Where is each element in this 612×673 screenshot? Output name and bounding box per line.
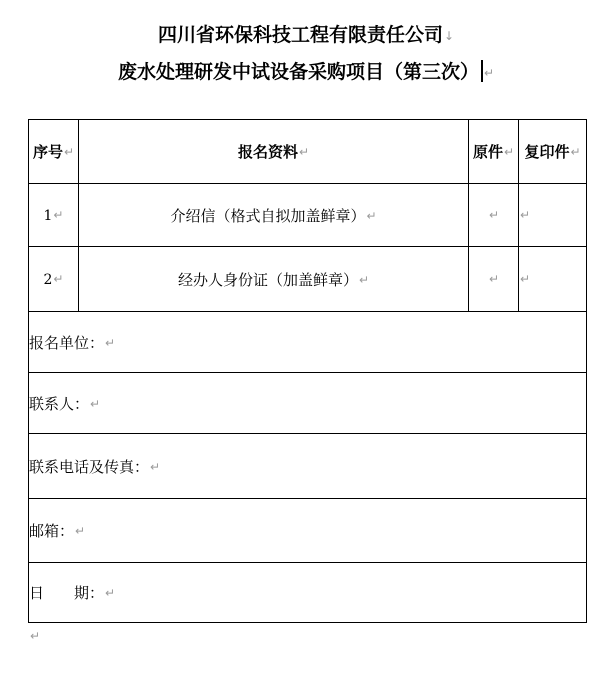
info-cell-date[interactable]	[29, 563, 587, 623]
document-title	[0, 0, 612, 91]
row-copy-cell[interactable]	[519, 247, 587, 312]
header-copy-label: 复印件	[524, 143, 570, 161]
row-no-cell[interactable]	[29, 247, 79, 312]
info-cell-contact[interactable]	[29, 373, 587, 434]
row-material-text: 介绍信（格式自拟加盖鲜章）	[170, 206, 366, 225]
row-no-cell[interactable]	[29, 184, 79, 247]
header-no-label: 序号	[32, 143, 63, 161]
cell-end-mark: ↵	[298, 145, 310, 159]
header-cell-copy[interactable]	[519, 120, 587, 184]
title-line-2-text: 废水处理研发中试设备采购项目（第三次）	[117, 61, 479, 83]
info-cell-unit[interactable]	[29, 312, 587, 373]
text-cursor	[481, 60, 483, 82]
cell-end-mark: ↵	[520, 208, 531, 222]
row-material-text: 经办人身份证（加盖鲜章）	[177, 270, 358, 289]
cell-end-mark: ↵	[90, 396, 101, 411]
title-line-1[interactable]	[0, 17, 612, 54]
header-cell-material[interactable]	[79, 120, 469, 184]
cell-end-mark: ↵	[150, 459, 161, 474]
info-row	[29, 434, 587, 499]
title-line-2[interactable]	[0, 54, 612, 91]
info-row	[29, 373, 587, 434]
header-cell-original[interactable]	[469, 120, 519, 184]
signup-materials-table	[28, 119, 587, 623]
cell-end-mark: ↵	[503, 145, 515, 159]
info-label: 日 期：	[29, 584, 105, 602]
table-row	[29, 247, 587, 312]
table-row	[29, 184, 587, 247]
cell-end-mark: ↵	[570, 145, 581, 159]
cell-end-mark: ↵	[358, 272, 370, 287]
cell-end-mark: ↵	[105, 586, 116, 600]
info-row	[29, 312, 587, 373]
row-original-cell[interactable]	[469, 184, 519, 247]
row-original-cell[interactable]	[469, 247, 519, 312]
header-original-label: 原件	[472, 143, 503, 161]
row-material-cell[interactable]	[79, 247, 469, 312]
row-material-cell[interactable]	[79, 184, 469, 247]
cell-end-mark: ↵	[63, 145, 75, 159]
paragraph-mark: ↵	[30, 629, 41, 643]
title-line-1-text: 四川省环保科技工程有限责任公司	[157, 24, 443, 46]
line-break-mark: ↓	[443, 29, 455, 43]
cell-end-mark: ↵	[488, 208, 500, 222]
info-row	[29, 499, 587, 563]
header-material-label: 报名资料	[237, 143, 298, 161]
cell-end-mark: ↵	[488, 272, 500, 286]
cell-end-mark: ↵	[366, 208, 377, 223]
table-header-row	[29, 120, 587, 184]
cell-end-mark: ↵	[53, 272, 64, 286]
row-number: 1	[43, 208, 53, 224]
info-label: 邮箱：	[29, 522, 75, 540]
cell-end-mark: ↵	[520, 272, 531, 286]
info-cell-phone-fax[interactable]	[29, 434, 587, 499]
cell-end-mark: ↵	[53, 208, 64, 222]
info-row	[29, 563, 587, 623]
header-cell-no[interactable]	[29, 120, 79, 184]
info-label: 联系人：	[29, 394, 90, 413]
info-label: 报名单位：	[29, 333, 105, 352]
info-label: 联系电话及传真：	[29, 457, 150, 476]
paragraph-mark: ↵	[483, 66, 495, 80]
row-number: 2	[43, 272, 53, 288]
cell-end-mark: ↵	[75, 524, 86, 538]
info-cell-email[interactable]	[29, 499, 587, 563]
cell-end-mark: ↵	[105, 335, 116, 350]
row-copy-cell[interactable]	[519, 184, 587, 247]
